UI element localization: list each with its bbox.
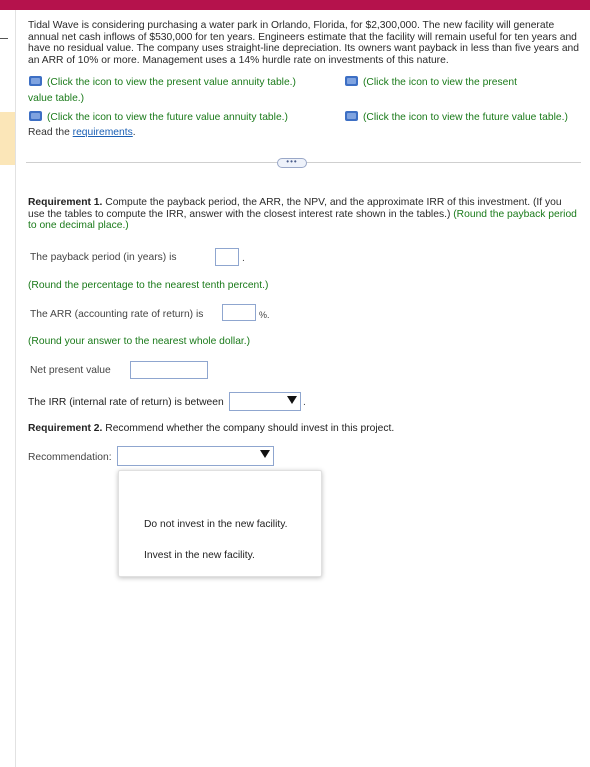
requirement-1-heading: Requirement 1. xyxy=(28,197,103,208)
book-icon xyxy=(28,75,43,87)
read-suffix: . xyxy=(132,127,136,138)
expand-button[interactable]: ••• xyxy=(277,158,307,168)
requirement-1-instruction: (Round the payback period to one decimal place.) xyxy=(28,208,577,232)
left-dash-marker xyxy=(0,38,8,39)
left-highlight-tab xyxy=(0,112,15,165)
pv-table-link[interactable] xyxy=(344,75,517,88)
payback-input[interactable] xyxy=(215,248,239,266)
arr-instruction: (Round the percentage to the nearest tenth percent.) xyxy=(28,280,269,291)
payback-label: The payback period (in years) is xyxy=(30,252,177,263)
arr-suffix: %. xyxy=(259,310,270,320)
npv-label: Net present value xyxy=(30,365,111,376)
recommendation-select[interactable] xyxy=(117,446,274,466)
recommendation-label: Recommendation: xyxy=(28,452,112,463)
menu-option-invest[interactable]: Invest in the new facility. xyxy=(144,550,255,561)
book-icon xyxy=(344,75,359,87)
requirement-1-body: Compute the payback period, the ARR, the NPV, and the approximate IRR of this investment. (If you use the tables to compute the IRR, answer with the closest interest rate shown in the tables.) xyxy=(28,197,562,220)
arr-input[interactable] xyxy=(222,304,256,321)
pv-annuity-link-text: (Click the icon to view the present value annuity table.) xyxy=(47,77,296,88)
requirement-2-body: Recommend whether the company should invest in this project. xyxy=(102,423,395,434)
irr-label: The IRR (internal rate of return) is between xyxy=(28,397,224,408)
fv-annuity-link-text: (Click the icon to view the future value annuity table.) xyxy=(47,112,288,123)
recommendation-dropdown-menu xyxy=(118,470,322,577)
dropdown-arrow-icon xyxy=(260,450,270,458)
read-prefix: Read the xyxy=(28,127,73,138)
pv-table-link-continued[interactable]: value table.) xyxy=(28,93,85,104)
arr-label: The ARR (accounting rate of return) is xyxy=(30,309,204,320)
fv-annuity-table-link[interactable] xyxy=(28,110,288,123)
npv-instruction: (Round your answer to the nearest whole dollar.) xyxy=(28,336,251,347)
npv-input[interactable] xyxy=(130,361,208,379)
fv-table-link-text: (Click the icon to view the future value table.) xyxy=(363,112,568,123)
irr-select[interactable] xyxy=(229,392,301,411)
read-requirements-line xyxy=(28,127,136,138)
irr-suffix: . xyxy=(303,397,306,408)
pv-annuity-table-link[interactable] xyxy=(28,75,296,88)
problem-statement: Tidal Wave is considering purchasing a water park in Orlando, Florida, for $2,300,000. The new facility will generate annual net cash inflows of $530,000 for ten years. Engineers estimate that the facility will remain useful for ten years and have no residual value. The company uses straight-line depreciation. Its owners want payback in less than five years and an ARR of 10% or more. Management uses a 14% hurdle rate on investments of this nature. xyxy=(28,20,579,66)
book-icon xyxy=(28,110,43,122)
top-accent-bar xyxy=(0,0,590,10)
requirement-1-text xyxy=(28,197,580,232)
requirement-2-text xyxy=(28,423,394,434)
dropdown-arrow-icon xyxy=(287,396,297,404)
payback-suffix: . xyxy=(242,253,245,264)
menu-option-do-not-invest[interactable]: Do not invest in the new facility. xyxy=(144,519,288,530)
requirement-2-heading: Requirement 2. xyxy=(28,423,103,434)
fv-table-link[interactable] xyxy=(344,110,568,123)
book-icon xyxy=(344,110,359,122)
left-border-line xyxy=(15,10,16,767)
requirements-link[interactable]: requirements xyxy=(72,127,133,138)
pv-table-link-text: (Click the icon to view the present xyxy=(363,77,517,88)
